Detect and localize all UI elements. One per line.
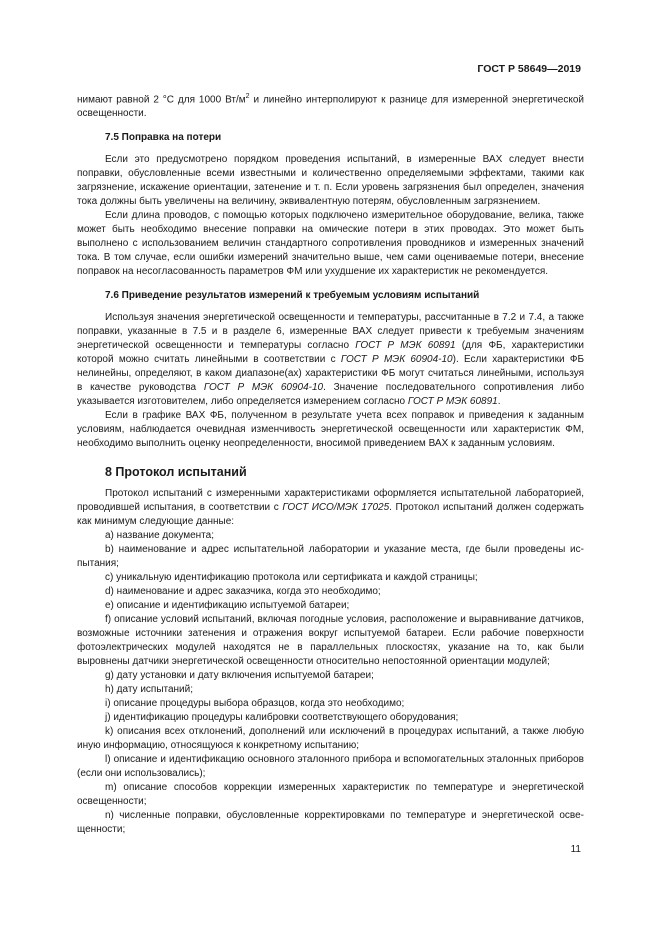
s76-text-e: . [497,396,501,408]
list-item-a: a) название документа; [105,530,214,542]
section-7-5-paragraph-2: Если длина проводов, с помощью которых подключено измерительное оборудование, велика, также может быть необходимо внесение поправки на омические потери в этих проводах. Это может быть выполнено с использованием величин стандартного сопротивления проводников и измеренных значений тока. В том случае, если ошибки измерений значительно выше, чем сами оцениваемые потери, внесение поправок на несогласованность параметров ФМ или ухудшение их характеристик не рекомендуется. [77,210,584,278]
page-number: 11 [570,844,581,855]
s76-ref-2: ГОСТ Р МЭК 60904-10 [340,354,453,366]
section-7-6-paragraph-2: Если в графике ВАХ ФБ, полученном в результате учета всех поправок и приведения к заданным условиям, наблюдается очевидная изменчивость энергетической освещенности или характеристик ФМ, необходимо выполнить оценку неопределенности, вносимой приведением ВАХ к заданным условиям. [77,410,584,450]
list-item-j: j) идентификацию процедуры калибровки соответствующего оборудования; [105,712,459,724]
list-item-g: g) дату установки и дату включения испытуемой батареи; [105,670,374,682]
s8-intro-a: Протокол испытаний с измеренными характеристиками оформляется испытательной лабораторией, проводившей испытания, в соответствии с [77,488,584,514]
section-8-intro [77,487,584,529]
s8-intro-ref: ГОСТ ИСО/МЭК 17025 [282,502,390,514]
list-item-i: i) описание процедуры выбора образцов, когда это необходимо; [105,698,405,710]
section-7-5-title: 7.5 Поправка на потери [105,132,222,144]
s76-text-b: (для ФБ, характеристики которой можно считать линейными в соответствии с [77,340,584,366]
s76-ref-4: ГОСТ Р МЭК 60891 [407,396,498,408]
s76-text-c: ). Если характеристики ФБ нелинейны, определяют, в каком диапазоне(ах) характеристики ФБ могут считаться линейными, используя в качестве руководства [77,354,585,394]
list-item-e: e) описание и идентификацию испытуемой батареи; [105,600,350,612]
s8-intro-b: . Протокол испытаний должен содержать как минимум следующие данные: [77,502,585,528]
standard-header: ГОСТ Р 58649—2019 [477,63,581,75]
section-8-title: 8 Протокол испытаний [105,465,247,480]
intro-paragraph [77,90,584,121]
list-item-b: b) наименование и адрес испытательной лаборатории и указание места, где были проведены испытания; [77,544,584,570]
list-item-c: c) уникальную идентификацию протокола или сертификата и каждой страницы; [105,572,478,584]
list-item-n: n) численные поправки, обусловленные корректировками по температуре и энергетической освещенности; [77,810,584,836]
list-item-d: d) наименование и адрес заказчика, когда это необходимо; [105,586,381,598]
list-item-m: m) описание способов коррекции измеренных характеристик по температуре и энергетической освещенности; [77,782,584,808]
list-item-l: l) описание и идентификацию основного эталонного прибора и вспомогательных эталонных приборов (если они использовались); [77,754,584,780]
section-7-6-title: 7.6 Приведение результатов измерений к требуемым условиям испытаний [105,290,480,302]
s76-text-d: . Значение последовательного сопротивления либо указывается изготовителем, либо определяется измерением согласно [77,382,585,408]
list-item-k: k) описания всех отклонений, дополнений или исключений в процедурах испытаний, а также любую иную информацию, относящуюся к конкретному испытанию; [77,726,584,752]
intro-text-1: нимают равной 2 °С для 1000 Вт/м [77,94,246,106]
s76-ref-3: ГОСТ Р МЭК 60904-10 [203,382,324,394]
section-7-5-paragraph-1: Если это предусмотрено порядком проведения испытаний, в измеренные ВАХ следует внести поправки, обусловленные всеми известными и количественно определяемыми эффектами, такими как загрязнение, искажение ориентации, затенение и т. п. Если уровень загрязнения был определен, значения тока должны быть увеличены на величину, эквивалентную потерям, обусловленным загрязнением. [77,154,584,208]
section-7-6-paragraph-1 [77,311,584,409]
intro-superscript: 2 [245,93,250,100]
list-item-h: h) дату испытаний; [105,684,194,696]
s76-text-a: Используя значения энергетической освещенности и температуры, рассчитанные в 7.2 и 7.4, а также поправки, указанные в 7.5 и в разделе 6, измеренные ВАХ следует привести к требуемым значениям энергетической освещенности и температуры согласно [77,312,584,352]
intro-text-2: и линейно интерполируют к разнице для измеренной энергетической освещенности. [77,94,584,120]
s76-ref-1: ГОСТ Р МЭК 60891 [355,340,456,352]
page-content [77,90,584,837]
list-item-f: f) описание условий испытаний, включая погодные условия, расположение и выравнивание датчиков, возможные источники затенения и отражения вокруг испытуемой батареи. Если рабочие поверхности фотоэлектрических модулей находятся не в параллельных плоскостях, указание на то, как были выровнены датчики энергетической освещенности относительно непостоянной ориентации модулей; [77,614,584,668]
